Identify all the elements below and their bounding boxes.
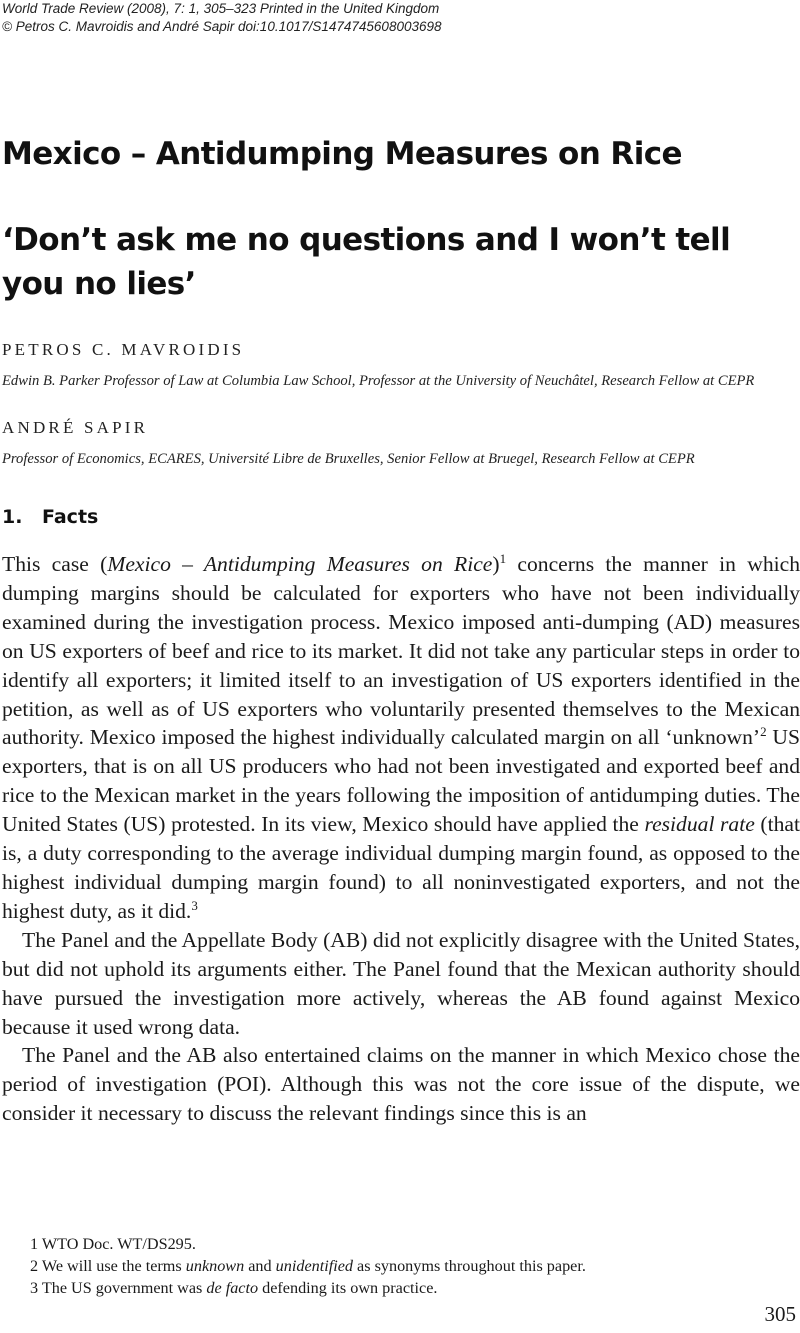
- text-run: and: [244, 1257, 276, 1275]
- body-text: [2, 550, 800, 1128]
- page-number: 305: [764, 1302, 796, 1326]
- emphasis-unidentified: unidentified: [275, 1257, 353, 1275]
- copyright-doi: © Petros C. Mavroidis and André Sapir doi:10.1017/S1474745608003698: [2, 19, 442, 34]
- text-run: concerns the manner in which dumping margins should be calculated for exporters who have not been individually examined during the investigation process. Mexico imposed anti-dumping (AD) measures on US exporters of beef and rice to its market. It did not take any particular steps in order to identify all exporters; it limited itself to an investigation of US exporters identified in the petition, as well as of US exporters who voluntarily presented themselves to the Mexican authority. Mexico imposed the highest individually calculated margin on all ‘unknown’: [2, 552, 800, 750]
- footnote-3: [30, 1277, 790, 1299]
- author-name-mavroidis: PETROS C. MAVROIDIS: [2, 340, 245, 359]
- journal-citation: World Trade Review (2008), 7: 1, 305–323 Printed in the United Kingdom: [2, 1, 440, 16]
- running-header: [2, 0, 442, 36]
- footnote-ref-2[interactable]: 2: [760, 724, 767, 740]
- article-subtitle: ‘Don’t ask me no questions and I won’t tell you no lies’: [2, 222, 731, 302]
- footnote-ref-3[interactable]: 3: [191, 897, 198, 913]
- text-run: This case (: [2, 552, 108, 576]
- paragraph-3: The Panel and the AB also entertained claims on the manner in which Mexico chose the period of investigation (POI). Although this was not the core issue of the dispute, we consider it necessary to discuss the relevant findings since this is an: [2, 1043, 800, 1126]
- text-run: 2 We will use the terms: [30, 1257, 186, 1275]
- text-run: ): [492, 552, 500, 576]
- text-run: US exporters, that is on all US producers who had not been investigated and exported beef and rice to the Mexican market in the years following the imposition of antidumping duties. The United States (US) protested. In its view, Mexico should have applied the: [2, 725, 800, 837]
- footnotes: [30, 1233, 790, 1299]
- section-heading: [2, 506, 98, 528]
- emphasis-unknown: unknown: [185, 1257, 245, 1275]
- footnote-ref-1[interactable]: 1: [499, 550, 507, 566]
- case-name: Mexico – Antidumping Measures on Rice: [107, 552, 493, 576]
- paragraph-2: The Panel and the Appellate Body (AB) did not explicitly disagree with the United States, but did not uphold its arguments either. The Panel found that the Mexican authority should have pursued the investigation more actively, whereas the AB found against Mexico because it used wrong data.: [2, 927, 800, 1039]
- section-number: 1.: [2, 506, 23, 528]
- footnote-1: 1 WTO Doc. WT/DS295.: [30, 1235, 196, 1253]
- footnote-2: [30, 1255, 790, 1277]
- emphasis-residual-rate: residual rate: [644, 812, 755, 837]
- author-affiliation-sapir: Professor of Economics, ECARES, Université Libre de Bruxelles, Senior Fellow at Bruegel, Research Fellow at CEPR: [2, 451, 695, 467]
- text-run: (that is, a duty corresponding to the average individual dumping margin found, as opposed to the highest individual dumping margin found) to all noninvestigated exporters, and not the highest duty, as it did.: [2, 812, 800, 923]
- author-affiliation-mavroidis: Edwin B. Parker Professor of Law at Columbia Law School, Professor at the University of Neuchâtel, Research Fellow at CEPR: [2, 373, 755, 389]
- text-run: defending its own practice.: [258, 1279, 438, 1297]
- emphasis-de-facto: de facto: [206, 1279, 259, 1297]
- text-run: 3 The US government was: [30, 1279, 207, 1297]
- paragraph-1: [2, 550, 800, 926]
- text-run: as synonyms throughout this paper.: [353, 1257, 586, 1275]
- author-name-sapir: ANDRÉ SAPIR: [2, 418, 149, 437]
- section-title: Facts: [42, 506, 99, 528]
- article-title: Mexico – Antidumping Measures on Rice: [2, 136, 682, 172]
